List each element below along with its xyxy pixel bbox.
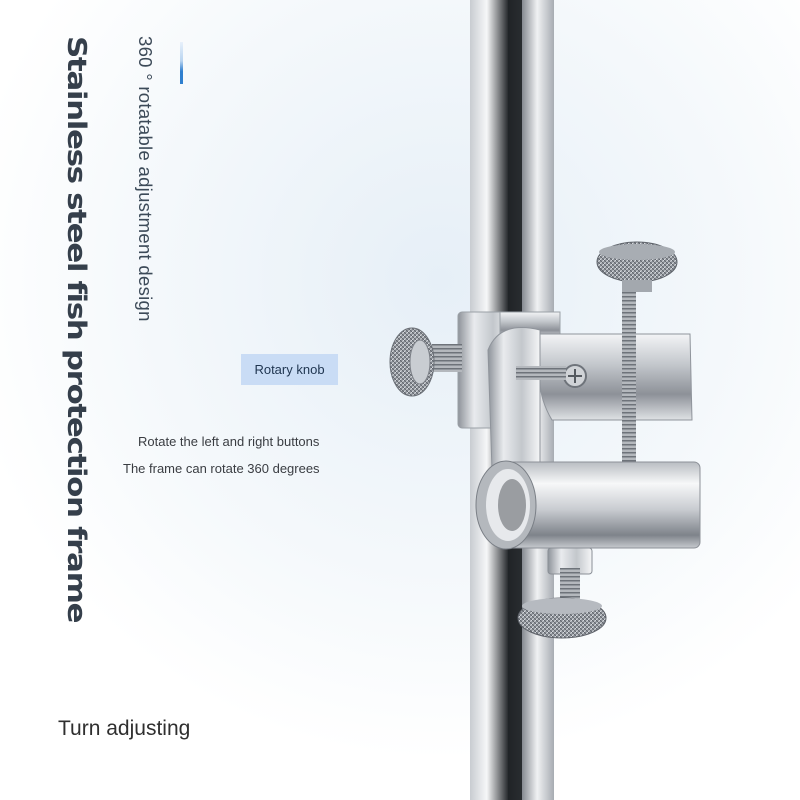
caption-rotate-frame: The frame can rotate 360 degrees bbox=[123, 461, 320, 476]
bottom-label: Turn adjusting bbox=[58, 717, 191, 740]
main-title: Stainless steel fish protection frame bbox=[61, 36, 91, 623]
rotary-knob-label: Rotary knob bbox=[241, 354, 338, 385]
caption-rotate-buttons: Rotate the left and right buttons bbox=[138, 434, 320, 449]
accent-bar bbox=[180, 42, 183, 84]
subtitle: 360 ° rotatable adjustment design bbox=[135, 36, 156, 322]
